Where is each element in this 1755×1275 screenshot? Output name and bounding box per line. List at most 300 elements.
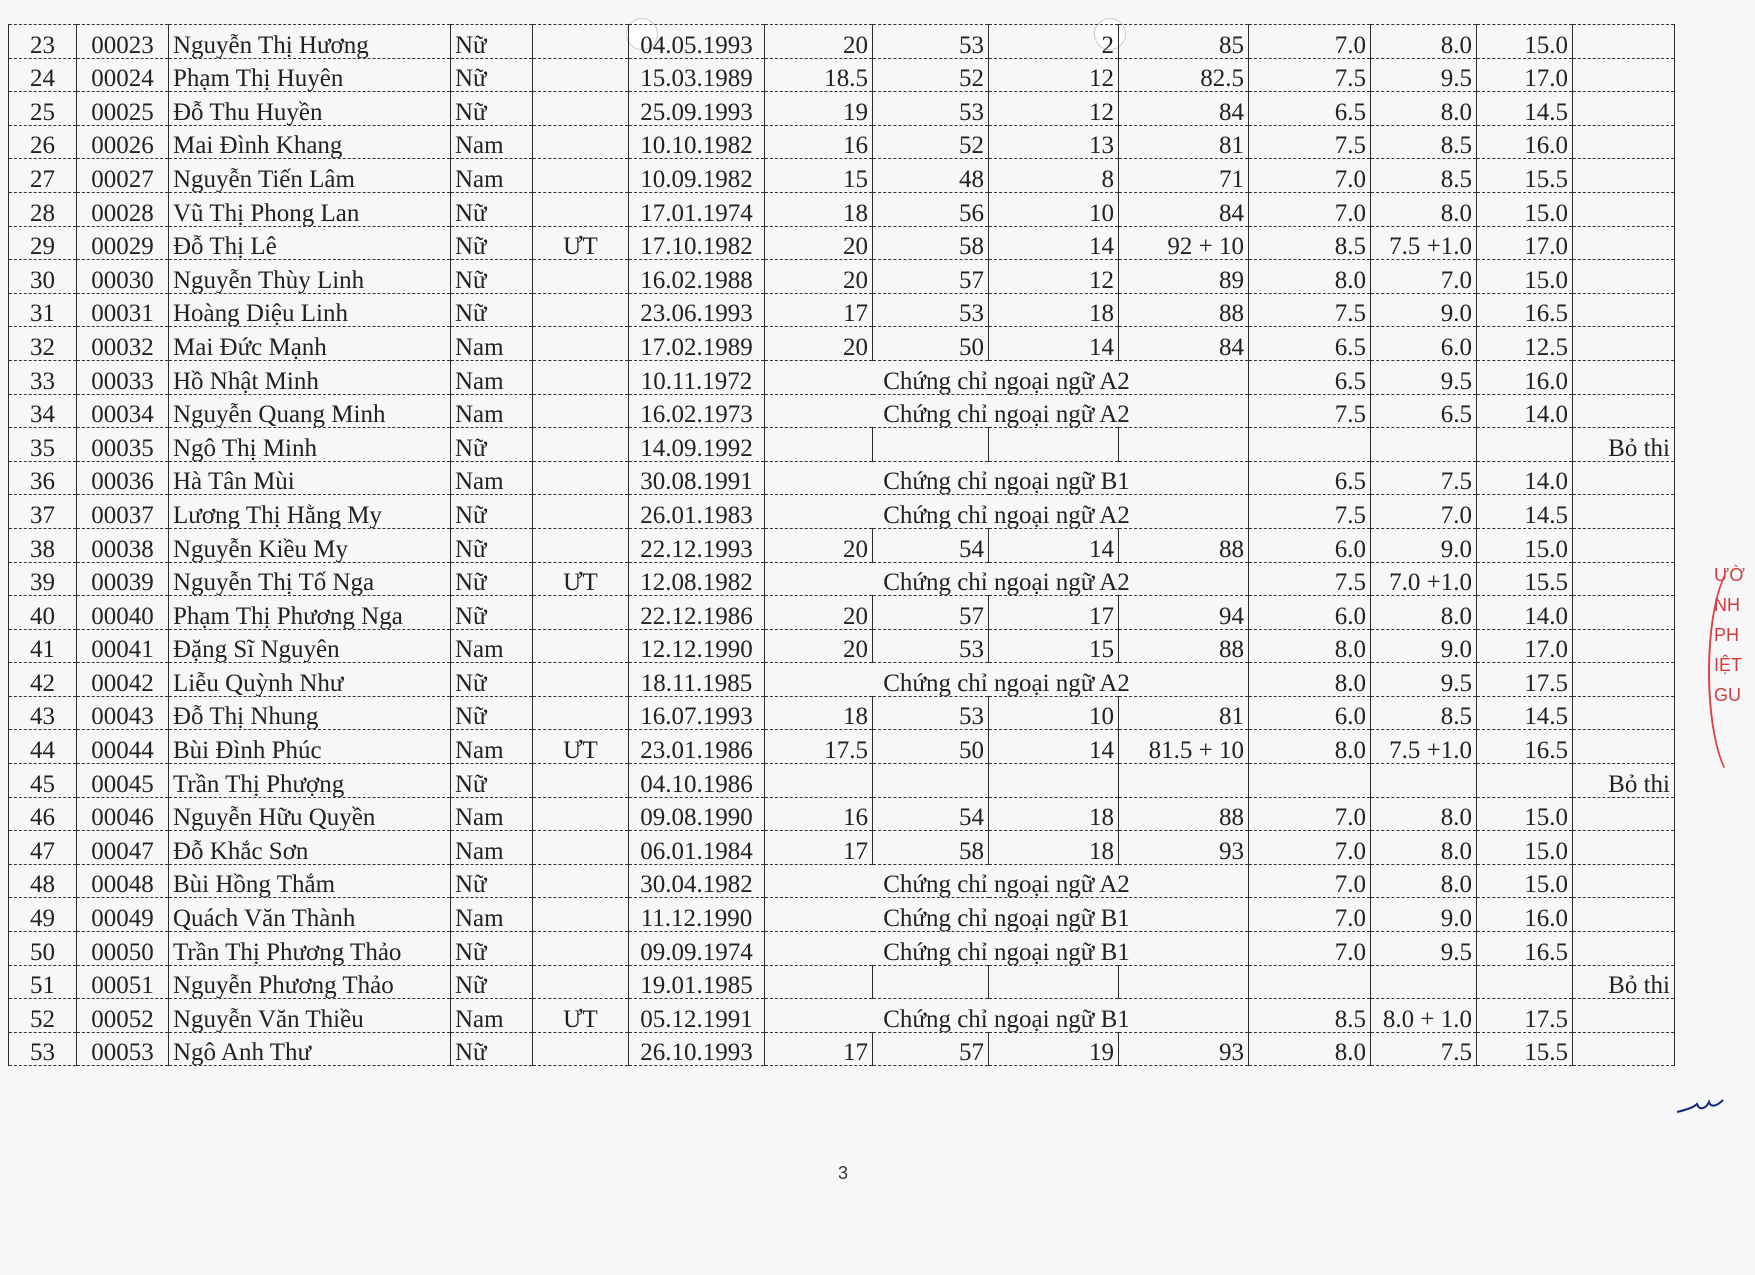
table-row xyxy=(9,696,1675,730)
cell-name: Nguyễn Tiến Lâm xyxy=(169,159,451,193)
cell-sum: 15.5 xyxy=(1477,1032,1573,1066)
cell-score-1: 18 xyxy=(765,192,873,226)
cell-name: Ngô Anh Thư xyxy=(169,1032,451,1066)
cell-stt: 26 xyxy=(9,125,77,159)
cell-gender: Nam xyxy=(451,797,533,831)
cell-note xyxy=(1573,932,1675,966)
table-row xyxy=(9,327,1675,361)
cell-score-2: 58 xyxy=(873,226,989,260)
cell-gender: Nữ xyxy=(451,528,533,562)
cell-gender: Nữ xyxy=(451,58,533,92)
cell-score-1: 20 xyxy=(765,629,873,663)
cell-note xyxy=(1573,394,1675,428)
cell-priority xyxy=(533,764,629,798)
cell-name: Nguyễn Hữu Quyền xyxy=(169,797,451,831)
cell-priority xyxy=(533,797,629,831)
cell-priority xyxy=(533,327,629,361)
cell-score-2 xyxy=(873,764,989,798)
cell-gender: Nam xyxy=(451,125,533,159)
table-row xyxy=(9,495,1675,529)
cell-score-1: 17.5 xyxy=(765,730,873,764)
cell-code: 00042 xyxy=(77,663,169,697)
cell-dob: 30.08.1991 xyxy=(629,461,765,495)
table-row xyxy=(9,1032,1675,1066)
cell-stt: 38 xyxy=(9,528,77,562)
cell-gender: Nữ xyxy=(451,495,533,529)
cell-code: 00031 xyxy=(77,293,169,327)
table-row xyxy=(9,461,1675,495)
cell-score-1: 18 xyxy=(765,696,873,730)
cell-priority xyxy=(533,394,629,428)
cell-score-total: 84 xyxy=(1119,92,1249,126)
cell-exam-2: 8.5 xyxy=(1371,696,1477,730)
cell-stt: 41 xyxy=(9,629,77,663)
cell-name: Đỗ Khắc Sơn xyxy=(169,831,451,865)
cell-exam-2: 8.0 xyxy=(1371,25,1477,59)
cell-score-total: 88 xyxy=(1119,797,1249,831)
table-row xyxy=(9,293,1675,327)
cell-note xyxy=(1573,58,1675,92)
cell-sum: 14.0 xyxy=(1477,394,1573,428)
cell-exam-2: 7.0 xyxy=(1371,495,1477,529)
cell-score-total: 71 xyxy=(1119,159,1249,193)
table-row xyxy=(9,125,1675,159)
cell-gender: Nữ xyxy=(451,663,533,697)
cell-exam-1 xyxy=(1249,965,1371,999)
cell-name: Đặng Sĩ Nguyên xyxy=(169,629,451,663)
cell-exam-2 xyxy=(1371,965,1477,999)
table-row xyxy=(9,797,1675,831)
cell-name: Đỗ Thu Huyền xyxy=(169,92,451,126)
cell-gender: Nữ xyxy=(451,764,533,798)
cell-score-1: 20 xyxy=(765,260,873,294)
cell-score-3: 12 xyxy=(989,58,1119,92)
cell-dob: 10.10.1982 xyxy=(629,125,765,159)
cell-sum: 14.5 xyxy=(1477,495,1573,529)
cell-score-3 xyxy=(989,764,1119,798)
cell-code: 00024 xyxy=(77,58,169,92)
table-row xyxy=(9,92,1675,126)
cell-priority: ƯT xyxy=(533,226,629,260)
cell-name: Bùi Hồng Thắm xyxy=(169,864,451,898)
cell-exam-2: 6.5 xyxy=(1371,394,1477,428)
cell-score-2: 53 xyxy=(873,92,989,126)
cell-dob: 19.01.1985 xyxy=(629,965,765,999)
table-row xyxy=(9,764,1675,798)
cell-certificate: Chứng chỉ ngoại ngữ A2 xyxy=(765,663,1249,697)
cell-priority xyxy=(533,965,629,999)
cell-note xyxy=(1573,293,1675,327)
cell-gender: Nam xyxy=(451,629,533,663)
cell-stt: 34 xyxy=(9,394,77,428)
cell-stt: 23 xyxy=(9,25,77,59)
cell-code: 00047 xyxy=(77,831,169,865)
cell-stt: 36 xyxy=(9,461,77,495)
cell-stt: 49 xyxy=(9,898,77,932)
cell-score-2: 53 xyxy=(873,696,989,730)
cell-code: 00051 xyxy=(77,965,169,999)
cell-score-3: 18 xyxy=(989,797,1119,831)
cell-gender: Nữ xyxy=(451,562,533,596)
cell-exam-1: 6.0 xyxy=(1249,696,1371,730)
cell-sum xyxy=(1477,764,1573,798)
cell-sum: 16.5 xyxy=(1477,293,1573,327)
cell-name: Nguyễn Kiều My xyxy=(169,528,451,562)
cell-gender: Nữ xyxy=(451,428,533,462)
cell-score-total: 85 xyxy=(1119,25,1249,59)
cell-score-1: 16 xyxy=(765,797,873,831)
cell-stt: 42 xyxy=(9,663,77,697)
cell-sum: 14.5 xyxy=(1477,92,1573,126)
cell-stt: 37 xyxy=(9,495,77,529)
cell-score-3: 18 xyxy=(989,293,1119,327)
cell-score-3: 14 xyxy=(989,226,1119,260)
cell-name: Vũ Thị Phong Lan xyxy=(169,192,451,226)
cell-certificate: Chứng chỉ ngoại ngữ A2 xyxy=(765,495,1249,529)
cell-exam-2: 6.0 xyxy=(1371,327,1477,361)
cell-score-3: 10 xyxy=(989,696,1119,730)
cell-sum: 16.5 xyxy=(1477,932,1573,966)
cell-sum: 17.0 xyxy=(1477,629,1573,663)
cell-priority xyxy=(533,898,629,932)
cell-code: 00030 xyxy=(77,260,169,294)
cell-code: 00035 xyxy=(77,428,169,462)
cell-exam-1: 8.0 xyxy=(1249,663,1371,697)
cell-sum: 17.0 xyxy=(1477,58,1573,92)
cell-exam-2: 7.0 xyxy=(1371,260,1477,294)
cell-dob: 09.09.1974 xyxy=(629,932,765,966)
cell-exam-1: 7.0 xyxy=(1249,159,1371,193)
table-row xyxy=(9,965,1675,999)
cell-exam-1: 6.5 xyxy=(1249,461,1371,495)
cell-name: Ngô Thị Minh xyxy=(169,428,451,462)
cell-name: Đỗ Thị Nhung xyxy=(169,696,451,730)
cell-priority xyxy=(533,864,629,898)
cell-score-3: 19 xyxy=(989,1032,1119,1066)
table-row xyxy=(9,596,1675,630)
cell-score-2: 57 xyxy=(873,596,989,630)
cell-code: 00023 xyxy=(77,25,169,59)
cell-score-2: 54 xyxy=(873,797,989,831)
cell-exam-1: 7.0 xyxy=(1249,192,1371,226)
cell-score-3: 14 xyxy=(989,730,1119,764)
cell-name: Đỗ Thị Lê xyxy=(169,226,451,260)
cell-score-3: 10 xyxy=(989,192,1119,226)
cell-exam-1: 7.5 xyxy=(1249,58,1371,92)
cell-score-total: 93 xyxy=(1119,1032,1249,1066)
cell-score-3: 12 xyxy=(989,92,1119,126)
cell-sum: 17.0 xyxy=(1477,226,1573,260)
cell-name: Trần Thị Phương Thảo xyxy=(169,932,451,966)
cell-exam-1: 7.5 xyxy=(1249,293,1371,327)
cell-dob: 15.03.1989 xyxy=(629,58,765,92)
cell-name: Nguyễn Văn Thiều xyxy=(169,999,451,1033)
cell-exam-2: 9.5 xyxy=(1371,58,1477,92)
cell-gender: Nam xyxy=(451,831,533,865)
cell-note xyxy=(1573,797,1675,831)
cell-certificate: Chứng chỉ ngoại ngữ B1 xyxy=(765,999,1249,1033)
cell-exam-2: 7.0 +1.0 xyxy=(1371,562,1477,596)
cell-score-1: 20 xyxy=(765,226,873,260)
cell-dob: 26.10.1993 xyxy=(629,1032,765,1066)
cell-name: Nguyễn Thùy Linh xyxy=(169,260,451,294)
cell-name: Nguyễn Quang Minh xyxy=(169,394,451,428)
cell-stt: 43 xyxy=(9,696,77,730)
table-row xyxy=(9,226,1675,260)
cell-dob: 16.07.1993 xyxy=(629,696,765,730)
cell-dob: 22.12.1993 xyxy=(629,528,765,562)
cell-sum: 15.0 xyxy=(1477,260,1573,294)
cell-code: 00052 xyxy=(77,999,169,1033)
cell-priority xyxy=(533,58,629,92)
cell-gender: Nam xyxy=(451,898,533,932)
cell-sum xyxy=(1477,965,1573,999)
cell-sum: 16.0 xyxy=(1477,360,1573,394)
cell-score-2 xyxy=(873,965,989,999)
cell-dob: 16.02.1973 xyxy=(629,394,765,428)
cell-stt: 51 xyxy=(9,965,77,999)
cell-sum: 16.0 xyxy=(1477,898,1573,932)
table-row xyxy=(9,562,1675,596)
cell-exam-2: 9.5 xyxy=(1371,932,1477,966)
table-row xyxy=(9,663,1675,697)
cell-gender: Nữ xyxy=(451,192,533,226)
cell-score-3: 15 xyxy=(989,629,1119,663)
cell-certificate: Chứng chỉ ngoại ngữ A2 xyxy=(765,864,1249,898)
cell-exam-1: 7.5 xyxy=(1249,125,1371,159)
cell-exam-2 xyxy=(1371,764,1477,798)
cell-name: Phạm Thị Huyên xyxy=(169,58,451,92)
cell-dob: 11.12.1990 xyxy=(629,898,765,932)
cell-note xyxy=(1573,461,1675,495)
cell-sum: 15.0 xyxy=(1477,25,1573,59)
table-row xyxy=(9,25,1675,59)
cell-name: Nguyễn Thị Tố Nga xyxy=(169,562,451,596)
cell-certificate: Chứng chỉ ngoại ngữ A2 xyxy=(765,394,1249,428)
cell-score-1 xyxy=(765,965,873,999)
cell-exam-2: 8.0 xyxy=(1371,864,1477,898)
cell-exam-1: 8.5 xyxy=(1249,226,1371,260)
cell-priority xyxy=(533,159,629,193)
cell-score-2: 52 xyxy=(873,125,989,159)
cell-score-2: 53 xyxy=(873,25,989,59)
cell-code: 00041 xyxy=(77,629,169,663)
cell-score-total: 81 xyxy=(1119,125,1249,159)
cell-exam-1: 6.5 xyxy=(1249,360,1371,394)
cell-score-3: 14 xyxy=(989,528,1119,562)
cell-priority xyxy=(533,495,629,529)
cell-name: Quách Văn Thành xyxy=(169,898,451,932)
cell-note xyxy=(1573,629,1675,663)
table-row xyxy=(9,898,1675,932)
table-row xyxy=(9,864,1675,898)
cell-dob: 04.05.1993 xyxy=(629,25,765,59)
cell-name: Liễu Quỳnh Như xyxy=(169,663,451,697)
cell-score-3 xyxy=(989,965,1119,999)
cell-code: 00050 xyxy=(77,932,169,966)
cell-code: 00046 xyxy=(77,797,169,831)
table-row xyxy=(9,999,1675,1033)
cell-note: Bỏ thi xyxy=(1573,428,1675,462)
cell-code: 00027 xyxy=(77,159,169,193)
cell-dob: 10.09.1982 xyxy=(629,159,765,193)
cell-score-total: 88 xyxy=(1119,528,1249,562)
table-row xyxy=(9,730,1675,764)
table-row xyxy=(9,428,1675,462)
cell-note: Bỏ thi xyxy=(1573,764,1675,798)
cell-exam-1: 8.0 xyxy=(1249,730,1371,764)
cell-exam-1: 8.0 xyxy=(1249,260,1371,294)
cell-exam-2: 7.5 +1.0 xyxy=(1371,226,1477,260)
cell-note xyxy=(1573,327,1675,361)
cell-stt: 39 xyxy=(9,562,77,596)
cell-exam-1: 7.0 xyxy=(1249,831,1371,865)
cell-exam-2: 8.0 xyxy=(1371,831,1477,865)
cell-exam-1: 7.5 xyxy=(1249,495,1371,529)
cell-score-total xyxy=(1119,965,1249,999)
cell-note xyxy=(1573,25,1675,59)
cell-exam-2: 9.0 xyxy=(1371,293,1477,327)
cell-dob: 30.04.1982 xyxy=(629,864,765,898)
score-table xyxy=(8,24,1675,1066)
cell-dob: 16.02.1988 xyxy=(629,260,765,294)
cell-priority xyxy=(533,528,629,562)
cell-dob: 12.08.1982 xyxy=(629,562,765,596)
cell-note xyxy=(1573,730,1675,764)
cell-dob: 22.12.1986 xyxy=(629,596,765,630)
cell-sum: 15.5 xyxy=(1477,159,1573,193)
cell-gender: Nam xyxy=(451,730,533,764)
cell-stt: 45 xyxy=(9,764,77,798)
cell-priority xyxy=(533,92,629,126)
cell-name: Phạm Thị Phương Nga xyxy=(169,596,451,630)
cell-score-1 xyxy=(765,764,873,798)
cell-stt: 25 xyxy=(9,92,77,126)
cell-score-total: 93 xyxy=(1119,831,1249,865)
page-number: 3 xyxy=(838,1163,849,1183)
cell-note xyxy=(1573,159,1675,193)
cell-score-2: 48 xyxy=(873,159,989,193)
cell-stt: 27 xyxy=(9,159,77,193)
cell-sum: 16.0 xyxy=(1477,125,1573,159)
cell-code: 00048 xyxy=(77,864,169,898)
cell-stt: 33 xyxy=(9,360,77,394)
cell-code: 00036 xyxy=(77,461,169,495)
cell-score-3: 8 xyxy=(989,159,1119,193)
cell-priority xyxy=(533,293,629,327)
cell-note xyxy=(1573,226,1675,260)
cell-dob: 17.02.1989 xyxy=(629,327,765,361)
cell-priority xyxy=(533,932,629,966)
signature-mark xyxy=(1675,1096,1725,1116)
cell-score-total: 84 xyxy=(1119,192,1249,226)
cell-note xyxy=(1573,596,1675,630)
cell-name: Mai Đức Mạnh xyxy=(169,327,451,361)
cell-gender: Nữ xyxy=(451,864,533,898)
cell-gender: Nữ xyxy=(451,1032,533,1066)
cell-score-3: 14 xyxy=(989,327,1119,361)
cell-score-3 xyxy=(989,428,1119,462)
cell-code: 00032 xyxy=(77,327,169,361)
cell-sum: 15.5 xyxy=(1477,562,1573,596)
cell-priority xyxy=(533,360,629,394)
cell-exam-2: 7.5 +1.0 xyxy=(1371,730,1477,764)
cell-note xyxy=(1573,528,1675,562)
cell-dob: 05.12.1991 xyxy=(629,999,765,1033)
cell-stt: 29 xyxy=(9,226,77,260)
cell-certificate: Chứng chỉ ngoại ngữ A2 xyxy=(765,360,1249,394)
cell-stt: 52 xyxy=(9,999,77,1033)
cell-score-total xyxy=(1119,428,1249,462)
cell-exam-1 xyxy=(1249,428,1371,462)
cell-score-total: 82.5 xyxy=(1119,58,1249,92)
cell-note xyxy=(1573,260,1675,294)
cell-priority xyxy=(533,125,629,159)
cell-score-2: 50 xyxy=(873,730,989,764)
cell-score-2: 57 xyxy=(873,1032,989,1066)
cell-note xyxy=(1573,663,1675,697)
cell-stt: 35 xyxy=(9,428,77,462)
cell-code: 00029 xyxy=(77,226,169,260)
cell-score-1: 20 xyxy=(765,327,873,361)
cell-exam-2: 8.0 xyxy=(1371,797,1477,831)
red-stamp-fragment: ƯỜ NH PH IỆT GU xyxy=(1706,560,1746,780)
cell-gender: Nam xyxy=(451,159,533,193)
cell-score-1: 19 xyxy=(765,92,873,126)
cell-exam-2: 9.5 xyxy=(1371,360,1477,394)
cell-gender: Nam xyxy=(451,999,533,1033)
cell-code: 00049 xyxy=(77,898,169,932)
cell-priority: ƯT xyxy=(533,562,629,596)
cell-exam-1: 6.5 xyxy=(1249,92,1371,126)
cell-dob: 23.06.1993 xyxy=(629,293,765,327)
cell-score-total xyxy=(1119,764,1249,798)
cell-code: 00039 xyxy=(77,562,169,596)
cell-stt: 46 xyxy=(9,797,77,831)
cell-gender: Nữ xyxy=(451,293,533,327)
cell-code: 00037 xyxy=(77,495,169,529)
cell-score-1 xyxy=(765,428,873,462)
cell-note xyxy=(1573,495,1675,529)
cell-certificate: Chứng chỉ ngoại ngữ A2 xyxy=(765,562,1249,596)
cell-score-total: 94 xyxy=(1119,596,1249,630)
cell-exam-1: 7.5 xyxy=(1249,562,1371,596)
cell-priority xyxy=(533,596,629,630)
cell-stt: 50 xyxy=(9,932,77,966)
cell-score-2: 52 xyxy=(873,58,989,92)
cell-code: 00034 xyxy=(77,394,169,428)
cell-sum: 14.0 xyxy=(1477,596,1573,630)
cell-note: Bỏ thi xyxy=(1573,965,1675,999)
cell-gender: Nữ xyxy=(451,25,533,59)
cell-sum: 17.5 xyxy=(1477,999,1573,1033)
cell-certificate: Chứng chỉ ngoại ngữ B1 xyxy=(765,461,1249,495)
cell-exam-2: 8.5 xyxy=(1371,159,1477,193)
cell-stt: 53 xyxy=(9,1032,77,1066)
cell-score-total: 88 xyxy=(1119,629,1249,663)
cell-gender: Nam xyxy=(451,360,533,394)
table-row xyxy=(9,528,1675,562)
cell-code: 00026 xyxy=(77,125,169,159)
cell-sum: 15.0 xyxy=(1477,831,1573,865)
cell-sum: 15.0 xyxy=(1477,864,1573,898)
cell-gender: Nữ xyxy=(451,596,533,630)
cell-score-total: 88 xyxy=(1119,293,1249,327)
cell-exam-2: 8.0 + 1.0 xyxy=(1371,999,1477,1033)
cell-code: 00025 xyxy=(77,92,169,126)
cell-dob: 26.01.1983 xyxy=(629,495,765,529)
cell-exam-2: 9.5 xyxy=(1371,663,1477,697)
